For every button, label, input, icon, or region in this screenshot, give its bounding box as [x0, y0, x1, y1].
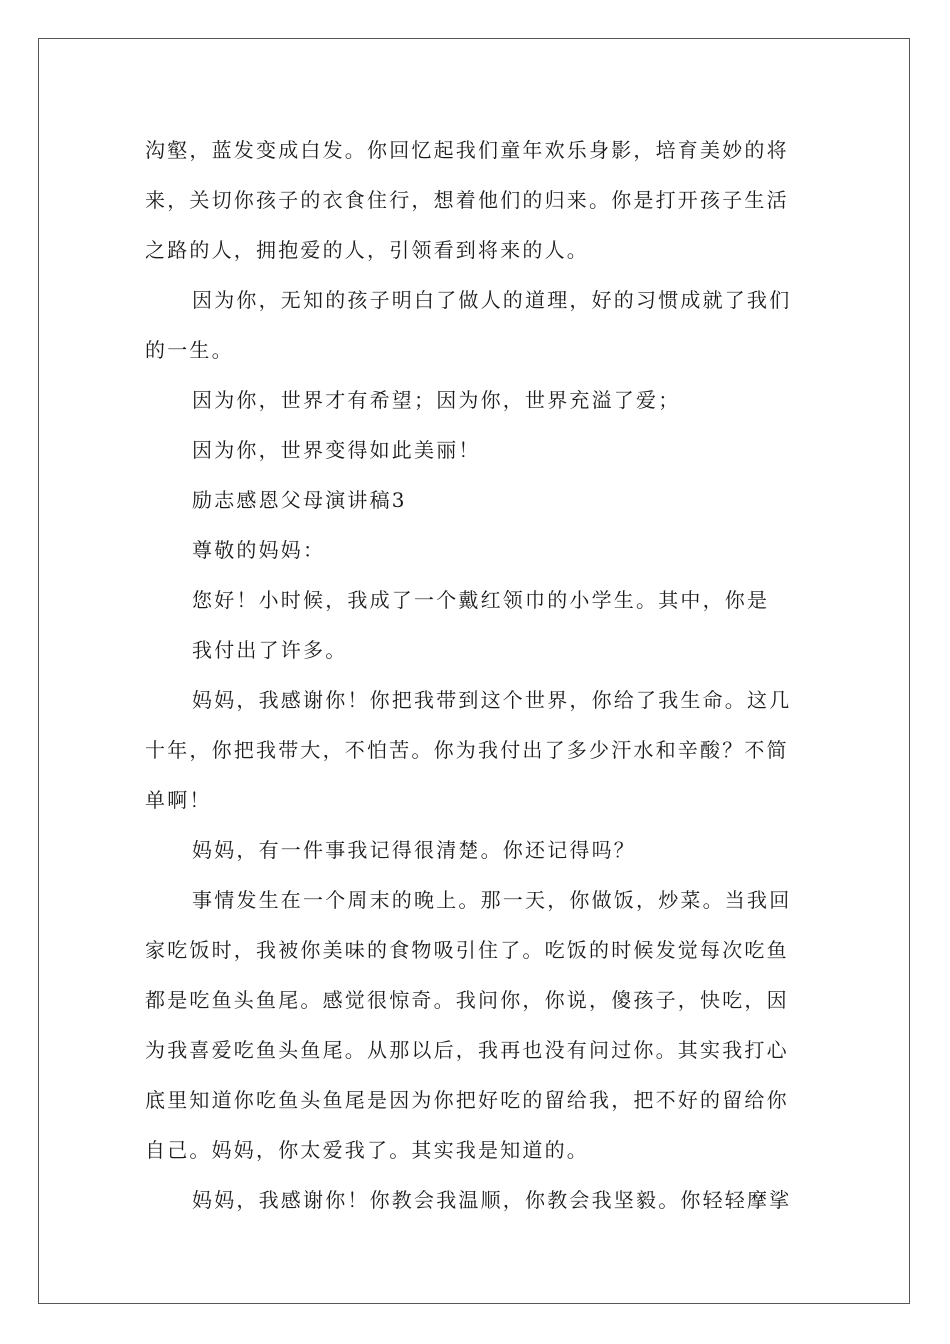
- text-line: 之路的人，拥抱爱的人，引领看到将来的人。: [145, 238, 589, 262]
- text-line: 都是吃鱼头鱼尾。感觉很惊奇。我问你，你说，傻孩子，快吃，因: [145, 988, 789, 1012]
- text-line: 的一生。: [145, 338, 234, 362]
- text-line: 我付出了许多。: [192, 638, 348, 662]
- paragraph-start-line: 因为你，世界才有希望；因为你，世界充溢了爱；: [192, 388, 681, 412]
- text-line: 为我喜爱吃鱼头鱼尾。从那以后，我再也没有问过你。其实我打心: [145, 1038, 789, 1062]
- text-line: 十年，你把我带大，不怕苦。你为我付出了多少汗水和辛酸？不简: [145, 738, 789, 762]
- text-line: 底里知道你吃鱼头鱼尾是因为你把好吃的留给我，把不好的留给你: [145, 1088, 789, 1112]
- paragraph-start-line: 因为你，世界变得如此美丽！: [192, 438, 481, 462]
- text-line: 自己。妈妈，你太爱我了。其实我是知道的。: [145, 1138, 589, 1162]
- text-line: 沟壑，蓝发变成白发。你回忆起我们童年欢乐身影，培育美妙的将: [145, 138, 789, 162]
- paragraph-start-line: 因为你，无知的孩子明白了做人的道理，好的习惯成就了我们: [192, 288, 792, 312]
- text-line: 家吃饭时，我被你美味的食物吸引住了。吃饭的时候发觉每次吃鱼: [145, 938, 789, 962]
- paragraph-start-line: 妈妈，我感谢你！你把我带到这个世界，你给了我生命。这几: [192, 688, 792, 712]
- salutation: 尊敬的妈妈：: [192, 538, 326, 562]
- text-line: 单啊！: [145, 788, 212, 812]
- paragraph-start-line: 妈妈，我感谢你！你教会我温顺，你教会我坚毅。你轻轻摩挲: [192, 1188, 792, 1212]
- text-line: 来，关切你孩子的衣食住行，想着他们的归来。你是打开孩子生活: [145, 188, 789, 212]
- paragraph-start-line: 妈妈，有一件事我记得很清楚。你还记得吗？: [192, 838, 636, 862]
- section-heading: 励志感恩父母演讲稿3: [192, 488, 407, 512]
- page-border: [38, 38, 910, 1304]
- paragraph-start-line: 您好！小时候，我成了一个戴红领巾的小学生。其中，你是: [192, 588, 770, 612]
- paragraph-start-line: 事情发生在一个周末的晚上。那一天，你做饭，炒菜。当我回: [192, 888, 792, 912]
